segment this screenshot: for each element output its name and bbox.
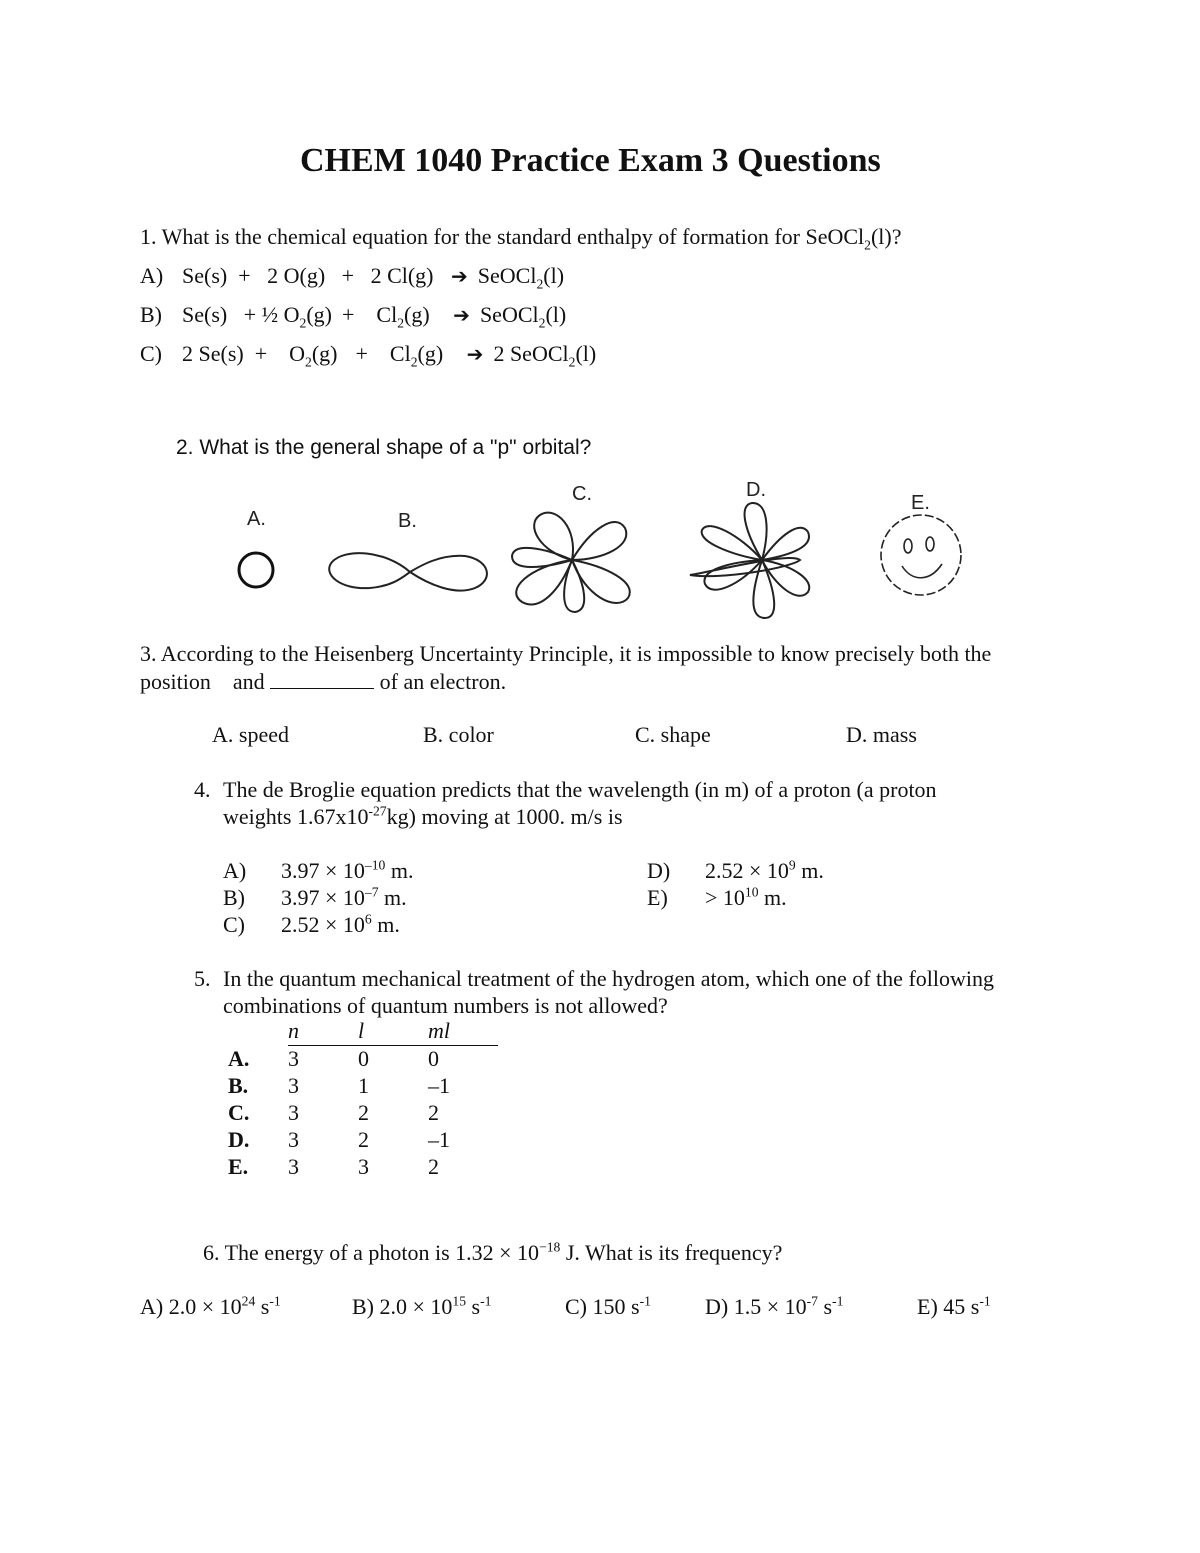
arrow-icon: ➔ [453, 303, 470, 327]
q3-option-c: C. shape [635, 722, 711, 747]
cell-ml: 2 [428, 1154, 439, 1179]
cell-n: 3 [288, 1073, 299, 1098]
q4-option-a-unit: m. [385, 858, 414, 883]
table-row [226, 1154, 498, 1181]
answer-blank [270, 668, 374, 689]
q6-option-d-uexp: -1 [832, 1293, 844, 1309]
q6-option-a-exp: 24 [241, 1293, 256, 1309]
q2-question: 2. What is the general shape of a "p" orbital? [176, 436, 592, 459]
cell-l: 2 [358, 1127, 369, 1152]
q1-option-a-phase: (l) [543, 263, 565, 288]
q1-option-a-product: SeOCl [477, 263, 537, 288]
table-row [226, 1127, 498, 1154]
q1-option-c-sub1: 2 [305, 354, 312, 370]
cell-ml: –1 [428, 1127, 450, 1152]
q4-option-e-exp: 10 [744, 884, 759, 900]
q1-option-b-plus: + [341, 302, 355, 327]
q4-option-a [223, 858, 413, 884]
q6-option-c [565, 1294, 651, 1320]
cell-n: 3 [288, 1100, 299, 1125]
row-label: A. [228, 1045, 250, 1071]
orbital-e-smiley-icon [881, 515, 961, 595]
q6-question [203, 1240, 782, 1266]
q5-question-line2: combinations of quantum numbers is not allowed? [223, 993, 668, 1018]
orbital-shapes-figure [0, 470, 1200, 630]
q4-option-d-mant: 2.52 × 10 [705, 858, 789, 883]
q1-option-a-text: Se(s) + 2 O(g) + 2 Cl(g) [182, 263, 434, 288]
cell-ml: 2 [428, 1100, 439, 1125]
q6-option-e-uexp: -1 [979, 1293, 991, 1309]
q4-option-c-unit: m. [371, 912, 400, 937]
q1-option-c-gas1: (g) [311, 341, 338, 366]
table-header-row [226, 1018, 498, 1045]
q1-option-c-text: 2 Se(s) + O [182, 341, 306, 366]
q4-option-d-unit: m. [795, 858, 824, 883]
q1-option-c-plus: + [355, 341, 368, 366]
q4-line2-start: weights 1.67x10 [223, 804, 369, 829]
header-l: l [358, 1018, 428, 1045]
q3-line2-start: position and [140, 669, 265, 694]
q6-option-b-uexp: -1 [480, 1293, 492, 1309]
q4-option-e-label: E) [647, 885, 668, 910]
cell-ml: –1 [428, 1073, 450, 1098]
cell-n: 3 [288, 1046, 299, 1071]
q4-option-b-mant: 3.97 × 10 [281, 885, 365, 910]
page-title: CHEM 1040 Practice Exam 3 Questions [300, 142, 881, 179]
cell-n: 3 [288, 1154, 299, 1179]
header-n: n [288, 1018, 358, 1045]
table-row [226, 1100, 498, 1127]
q6-option-a-unit: s [255, 1294, 270, 1319]
q6-question-end: J. What is its frequency? [560, 1240, 783, 1265]
q4-option-b-exp: –7 [364, 884, 379, 900]
q1-option-c [140, 341, 597, 370]
q6-option-c-uexp: -1 [639, 1293, 651, 1309]
q4-option-c-mant: 2.52 × 10 [281, 912, 365, 937]
q1-option-b-sub2: 2 [397, 315, 405, 331]
q3-question-line1: 3. According to the Heisenberg Uncertainty Principle, it is impossible to know precisely both the [140, 641, 992, 666]
row-label: D. [228, 1127, 250, 1152]
q4-option-d-exp: 9 [788, 857, 796, 873]
cell-ml: 0 [428, 1046, 439, 1071]
q4-option-e-mant: > 10 [705, 885, 745, 910]
cell-l: 2 [358, 1100, 369, 1125]
row-label: C. [228, 1100, 250, 1125]
q6-option-d-exp: -7 [806, 1293, 818, 1309]
orbital-a-circle-icon [239, 553, 273, 587]
q1-option-b-sub1: 2 [299, 315, 307, 331]
q5-question-line1: In the quantum mechanical treatment of the hydrogen atom, which one of the following [223, 966, 994, 991]
q4-option-b-unit: m. [378, 885, 407, 910]
q6-question-exp: −18 [539, 1239, 561, 1255]
q6-option-a [140, 1294, 281, 1320]
orbital-label-e: E. [911, 492, 930, 514]
q1-sub: 2 [864, 237, 871, 253]
q4-question-line2 [223, 804, 623, 830]
orbital-c-cloverleaf-icon [512, 513, 630, 612]
cell-n: 3 [288, 1127, 299, 1152]
q1-option-c-cl: Cl [389, 341, 411, 366]
q6-option-b [352, 1294, 491, 1320]
q1-option-c-product: 2 SeOCl [493, 341, 569, 366]
q1-option-a-sub: 2 [536, 276, 544, 292]
header-ml: ml [428, 1018, 498, 1045]
q1-option-b [140, 302, 567, 331]
q4-question-line1: The de Broglie equation predicts that the wavelength (in m) of a proton (a proton [223, 777, 937, 802]
q6-option-b-exp: 15 [452, 1293, 467, 1309]
q4-option-b [223, 885, 407, 911]
q6-option-e [917, 1294, 991, 1320]
cell-l: 3 [358, 1154, 369, 1179]
q1-question-text: 1. What is the chemical equation for the standard enthalpy of formation for SeOCl [140, 224, 865, 249]
table-row [226, 1073, 498, 1100]
q4-option-c-exp: 6 [364, 911, 372, 927]
table-row [226, 1045, 498, 1073]
q4-option-c [223, 912, 400, 938]
cell-l: 0 [358, 1046, 369, 1071]
q6-option-d-unit: s [817, 1294, 833, 1319]
q1-option-c-gas2: (g) [417, 341, 444, 366]
q1-option-b-label: B) [140, 302, 162, 327]
row-label: E. [228, 1154, 249, 1179]
q3-option-d: D. mass [846, 722, 917, 747]
cell-l: 1 [358, 1073, 369, 1098]
q4-option-b-label: B) [223, 885, 245, 910]
q1-option-b-sub3: 2 [538, 315, 546, 331]
q1-option-a-label: A) [140, 263, 164, 288]
orbital-label-b: B. [398, 510, 417, 532]
q1-question-end: (l)? [870, 224, 902, 249]
q1-option-b-gas2: (g) [404, 302, 430, 327]
q1-option-c-sub2: 2 [410, 354, 418, 370]
q6-question-start: 6. The energy of a photon is 1.32 × 10 [203, 1240, 540, 1265]
q6-option-d-mant: D) 1.5 × 10 [705, 1294, 807, 1319]
q6-option-b-unit: s [466, 1294, 481, 1319]
q3-option-b: B. color [423, 722, 494, 747]
q4-option-e [647, 885, 787, 911]
orbital-label-a: A. [247, 508, 266, 530]
q4-option-a-label: A) [223, 858, 247, 883]
q3-question-line2 [140, 668, 506, 695]
q4-option-a-mant: 3.97 × 10 [281, 858, 365, 883]
q6-option-a-uexp: -1 [269, 1293, 281, 1309]
q6-option-c-mant: C) 150 s [565, 1294, 640, 1319]
q4-option-a-exp: –10 [364, 857, 386, 873]
orbital-d-flower-icon [690, 503, 809, 618]
q4-option-d [647, 858, 824, 884]
q1-option-c-label: C) [140, 341, 162, 366]
q4-line2-exp: -27 [368, 803, 387, 819]
orbital-label-c: C. [572, 483, 592, 505]
q5-number: 5. [194, 966, 211, 991]
q6-option-d [705, 1294, 843, 1320]
orbital-b-dumbbell-icon [329, 553, 487, 590]
quantum-numbers-table [226, 1018, 498, 1181]
q1-question [140, 224, 902, 253]
q6-option-a-mant: A) 2.0 × 10 [140, 1294, 242, 1319]
q1-option-a [140, 263, 565, 292]
q4-number: 4. [194, 777, 211, 802]
q1-option-b-text: Se(s) + ½ O [182, 302, 300, 327]
q4-option-d-label: D) [647, 858, 671, 883]
q4-option-c-label: C) [223, 912, 245, 937]
q1-option-b-cl: Cl [376, 302, 398, 327]
orbital-label-d: D. [746, 479, 766, 501]
q3-option-a: A. speed [212, 722, 289, 747]
q6-option-b-mant: B) 2.0 × 10 [352, 1294, 453, 1319]
q6-option-e-mant: E) 45 s [917, 1294, 980, 1319]
q1-option-c-sub3: 2 [568, 354, 576, 370]
row-label: B. [228, 1073, 249, 1098]
arrow-icon: ➔ [466, 342, 484, 366]
q1-option-b-product: SeOCl [479, 302, 539, 327]
q3-line2-end: of an electron. [379, 669, 507, 694]
arrow-icon: ➔ [451, 264, 468, 288]
q1-option-c-phase: (l) [575, 341, 597, 366]
q4-option-e-unit: m. [758, 885, 787, 910]
q1-option-b-gas1: (g) [306, 302, 332, 327]
q1-option-b-phase: (l) [545, 302, 567, 327]
q4-line2-end: kg) moving at 1000. m/s is [386, 804, 623, 829]
